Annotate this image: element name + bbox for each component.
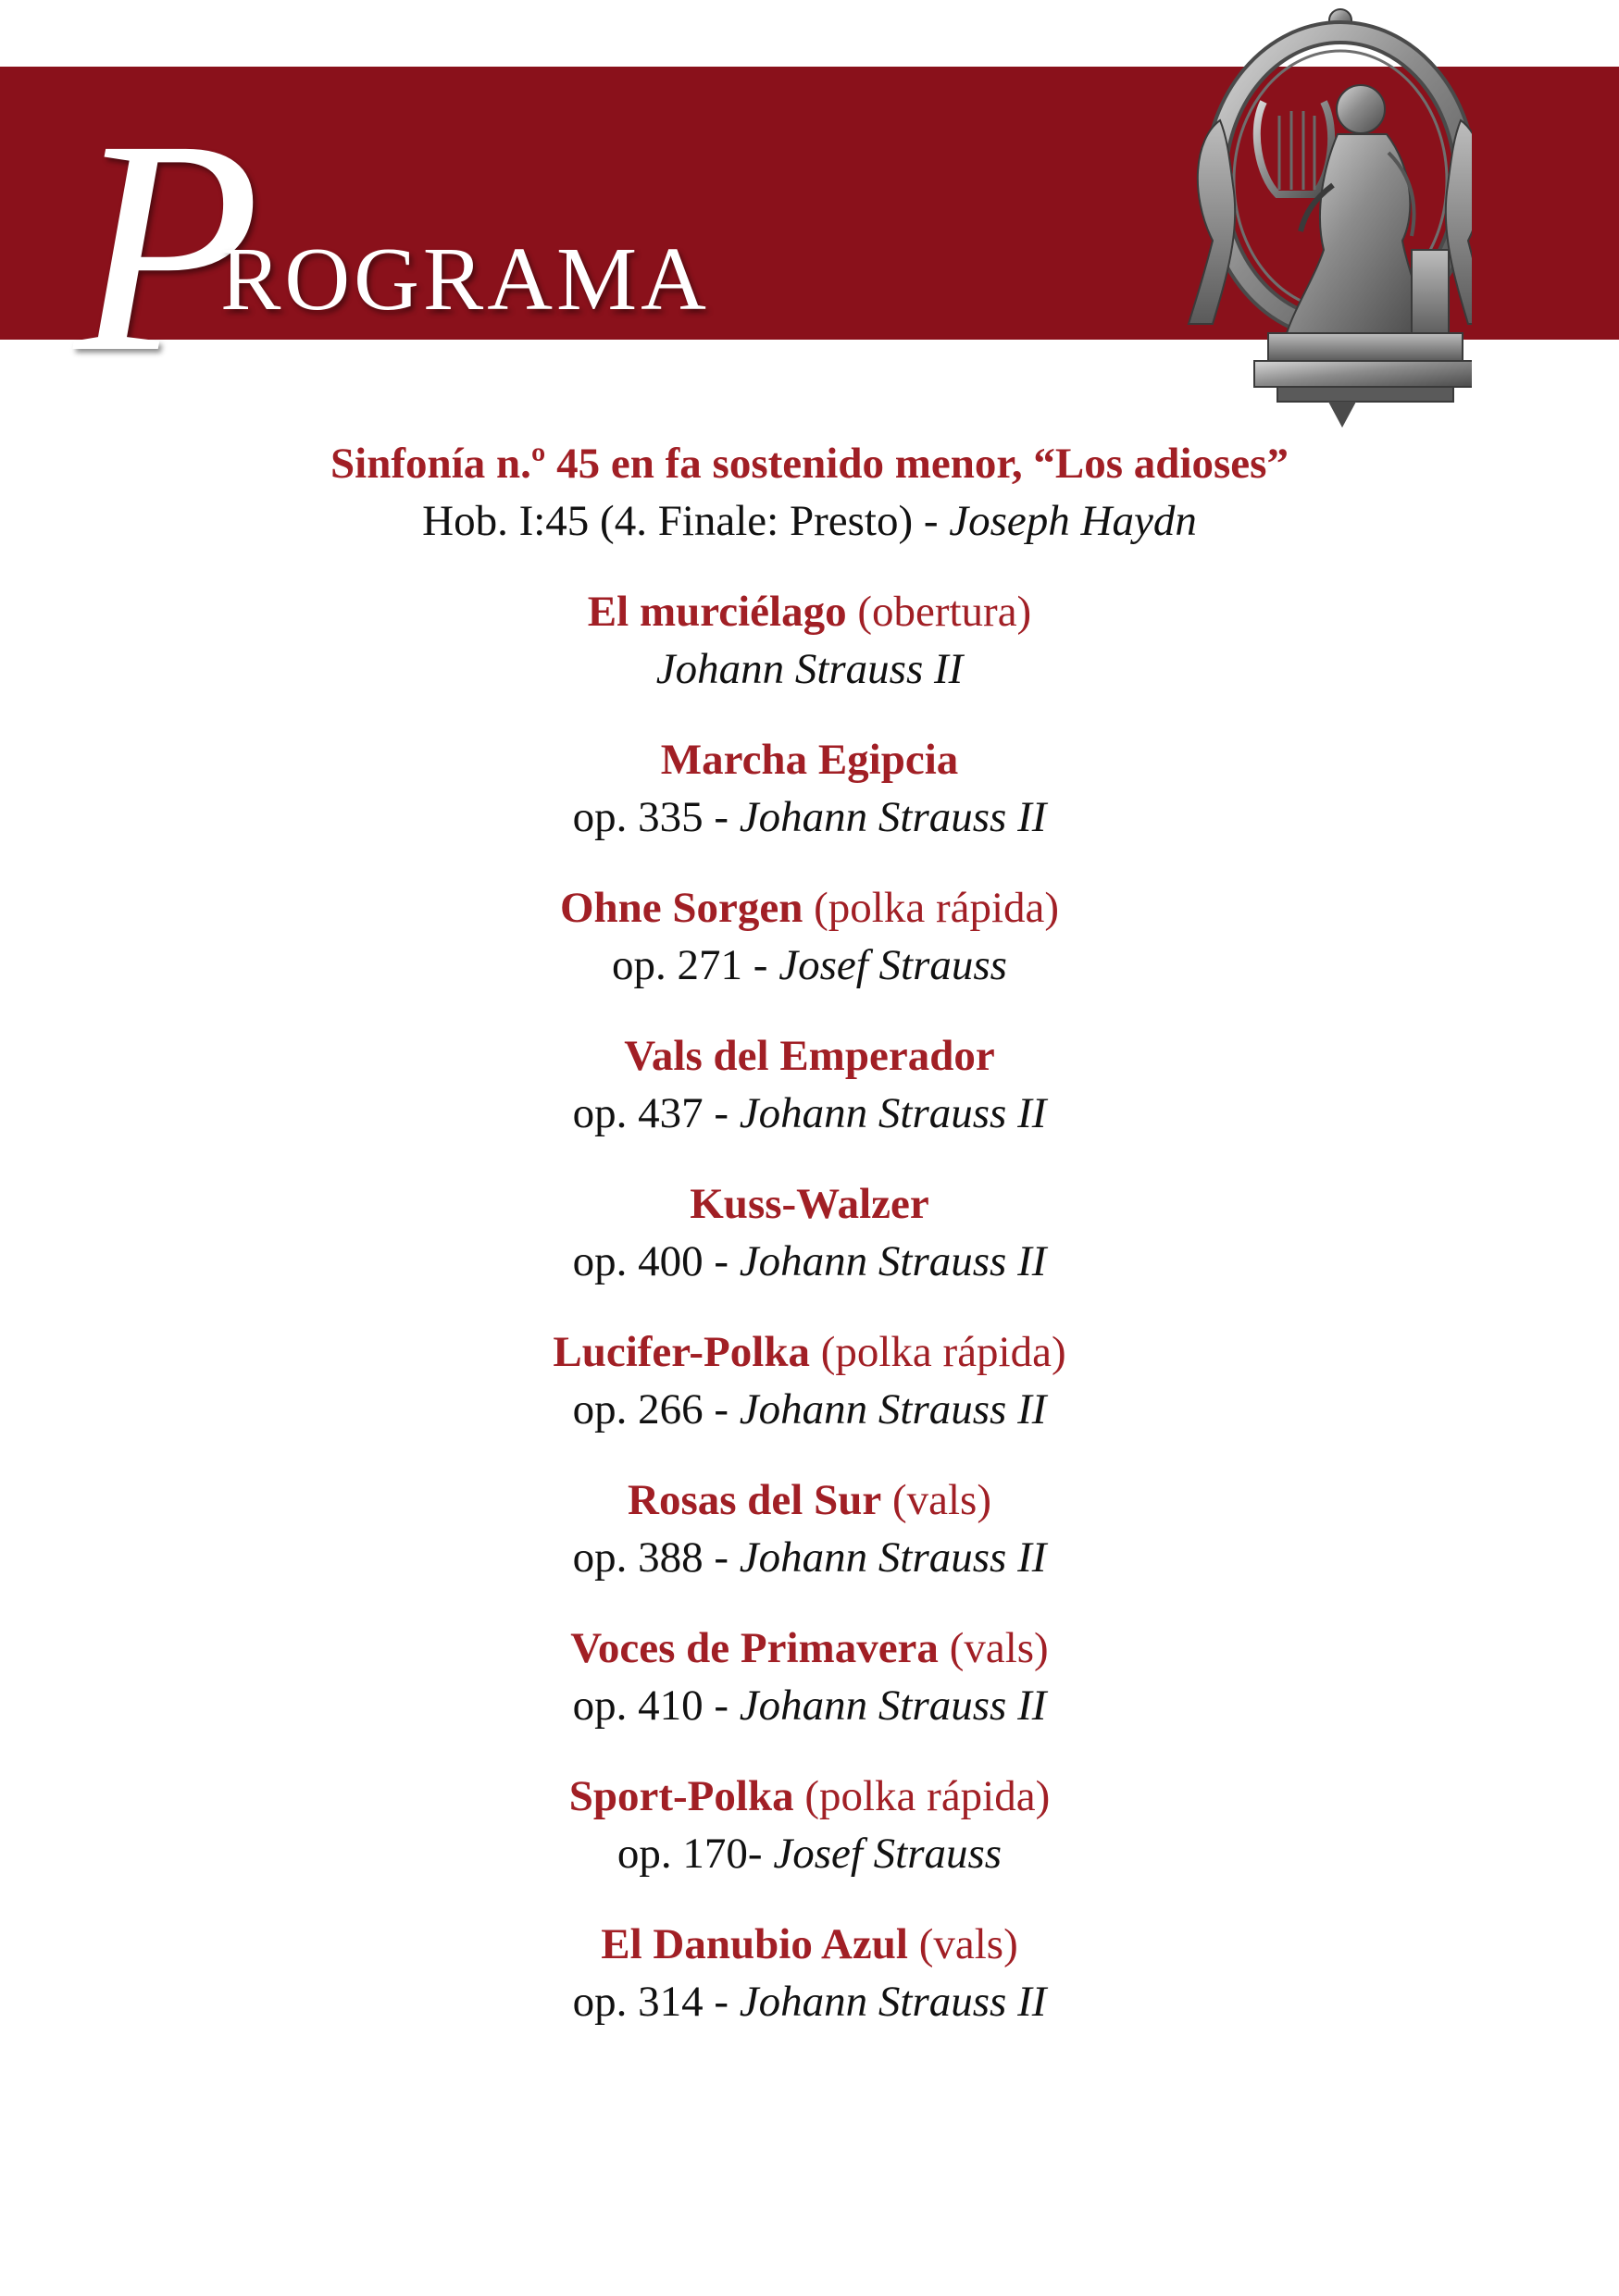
piece-composer: Johann Strauss II: [739, 1533, 1047, 1582]
program-item: [0, 1175, 1619, 1290]
muse-with-lyre-seal-icon: [1176, 0, 1472, 435]
piece-detail: [0, 492, 1619, 550]
piece-title: [0, 1175, 1619, 1233]
piece-catalog: Hob. I:45 (4. Finale: Presto) -: [422, 497, 950, 545]
piece-composer: Johann Strauss II: [739, 1978, 1047, 2026]
piece-form: (vals): [907, 1920, 1018, 1968]
piece-form: (vals): [938, 1624, 1049, 1672]
piece-title: [0, 879, 1619, 937]
program-item: [0, 1620, 1619, 1734]
piece-name: Kuss-Walzer: [690, 1180, 929, 1228]
piece-title: [0, 1768, 1619, 1825]
piece-title: [0, 1471, 1619, 1529]
piece-title: [0, 1027, 1619, 1085]
program-item: [0, 879, 1619, 994]
piece-name: Vals del Emperador: [624, 1032, 995, 1080]
piece-detail: [0, 640, 1619, 698]
program-item: [0, 435, 1619, 550]
title-initial: P: [74, 78, 261, 416]
piece-catalog: op. 314 -: [572, 1978, 740, 2026]
piece-composer: Josef Strauss: [773, 1830, 1003, 1878]
piece-name: El murciélago: [587, 588, 847, 636]
program-item: [0, 583, 1619, 698]
program-item: [0, 1471, 1619, 1586]
title-rest: ROGRAMA: [220, 230, 710, 329]
program-item: [0, 1916, 1619, 2030]
piece-catalog: op. 335 -: [572, 793, 740, 841]
piece-catalog: op. 437 -: [572, 1089, 740, 1137]
piece-form: (obertura): [846, 588, 1032, 636]
piece-title: [0, 1620, 1619, 1677]
piece-title: [0, 731, 1619, 788]
piece-detail: [0, 1233, 1619, 1290]
program-item: [0, 1323, 1619, 1438]
piece-composer: Joseph Haydn: [949, 497, 1197, 545]
piece-name: Rosas del Sur: [628, 1476, 882, 1524]
piece-name: Sinfonía n.º 45 en fa sostenido menor, “Los adioses”: [330, 440, 1289, 488]
piece-name: El Danubio Azul: [601, 1920, 908, 1968]
piece-composer: Johann Strauss II: [739, 1682, 1047, 1730]
piece-detail: [0, 1381, 1619, 1438]
piece-name: Sport-Polka: [568, 1772, 794, 1820]
piece-composer: Josef Strauss: [778, 941, 1007, 989]
piece-detail: [0, 937, 1619, 994]
program-item: [0, 731, 1619, 846]
piece-catalog: op. 388 -: [572, 1533, 740, 1582]
piece-title: [0, 1916, 1619, 1973]
piece-detail: [0, 788, 1619, 846]
piece-detail: [0, 1825, 1619, 1882]
program-item: [0, 1027, 1619, 1142]
piece-name: Lucifer-Polka: [553, 1328, 810, 1376]
piece-detail: [0, 1529, 1619, 1586]
piece-composer: Johann Strauss II: [739, 1385, 1047, 1433]
piece-detail: [0, 1085, 1619, 1142]
piece-composer: Johann Strauss II: [655, 645, 964, 693]
piece-form: (polka rápida): [803, 884, 1060, 932]
piece-form: (polka rápida): [793, 1772, 1051, 1820]
page-title: [0, 67, 833, 416]
piece-form: (polka rápida): [809, 1328, 1066, 1376]
piece-title: [0, 1323, 1619, 1381]
piece-name: Marcha Egipcia: [660, 736, 959, 784]
piece-catalog: op. 170-: [616, 1830, 774, 1878]
piece-detail: [0, 1677, 1619, 1734]
piece-composer: Johann Strauss II: [739, 1237, 1047, 1285]
piece-catalog: op. 400 -: [572, 1237, 740, 1285]
piece-name: Voces de Primavera: [570, 1624, 939, 1672]
piece-name: Ohne Sorgen: [559, 884, 803, 932]
piece-composer: Johann Strauss II: [739, 793, 1047, 841]
program-list: [0, 435, 1619, 2064]
piece-catalog: op. 410 -: [572, 1682, 740, 1730]
piece-detail: [0, 1973, 1619, 2030]
piece-catalog: op. 266 -: [572, 1385, 740, 1433]
piece-form: (vals): [881, 1476, 991, 1524]
piece-title: [0, 583, 1619, 640]
piece-title: [0, 435, 1619, 492]
program-item: [0, 1768, 1619, 1882]
piece-composer: Johann Strauss II: [739, 1089, 1047, 1137]
piece-catalog: op. 271 -: [612, 941, 779, 989]
